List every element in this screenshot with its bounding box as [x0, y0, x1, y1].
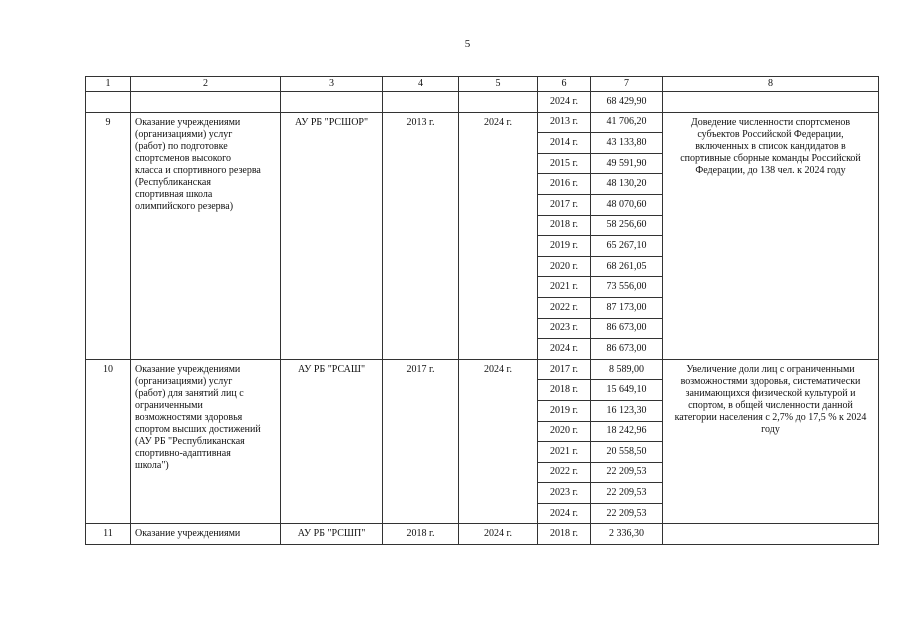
year-cell: 2020 г. [538, 256, 591, 277]
result-line: Доведение численности спортсменов [690, 116, 851, 128]
year-cell: 2020 г. [538, 421, 591, 442]
amount-cell: 20 558,50 [591, 442, 663, 463]
page-number: 5 [464, 38, 471, 50]
year-cell: 2016 г. [538, 174, 591, 195]
budget-table [85, 76, 879, 545]
amount-cell: 86 673,00 [591, 318, 663, 339]
amount-cell: 43 133,80 [591, 133, 663, 154]
result-line: спортом, в общей численности данной [688, 399, 853, 411]
result-line: возможностями здоровья, систематически [680, 375, 861, 387]
year-cell: 2024 г. [538, 339, 591, 360]
organization: АУ РБ "РСАШ" [281, 359, 383, 524]
service-line: (организациями) услуг [135, 375, 233, 387]
service-line: олимпийского резерва) [135, 200, 234, 212]
year-cell: 2021 г. [538, 277, 591, 298]
amount-cell: 41 706,20 [591, 112, 663, 133]
column-number: 2 [131, 77, 281, 92]
service-description [131, 524, 281, 545]
row-number: 9 [86, 112, 131, 359]
service-line: Оказание учреждениями [135, 116, 241, 128]
organization: АУ РБ "РСШОР" [281, 112, 383, 359]
service-line: спортивно-адаптивная [135, 447, 231, 459]
service-line: (организациями) услуг [135, 128, 233, 140]
amount-cell: 73 556,00 [591, 277, 663, 298]
service-line: класса и спортивного резерва [135, 164, 261, 176]
result-line: включенных в список кандидатов в [695, 140, 846, 152]
table-row [86, 112, 879, 133]
amount-cell: 86 673,00 [591, 339, 663, 360]
service-description [131, 359, 281, 524]
column-number: 8 [663, 77, 879, 92]
row-number: 10 [86, 359, 131, 524]
continuation-row [86, 92, 879, 113]
row-number: 11 [86, 524, 131, 545]
service-line: спортсменов высокого [135, 152, 232, 164]
service-line: спортивная школа [135, 188, 213, 200]
expected-result [663, 112, 879, 359]
result-line: занимающихся физической культурой и [685, 387, 856, 399]
amount-cell: 68 261,05 [591, 256, 663, 277]
year-cell: 2018 г. [538, 524, 591, 545]
year-cell: 2017 г. [538, 359, 591, 380]
service-line: спортом высших достижений [135, 423, 261, 435]
year-cell: 2014 г. [538, 133, 591, 154]
result-line: спортивные сборные команды Российской [680, 152, 861, 164]
amount-cell: 58 256,60 [591, 215, 663, 236]
column-number: 7 [591, 77, 663, 92]
start-year: 2017 г. [383, 359, 459, 524]
result-line: Увеличение доли лиц с ограниченными [686, 363, 855, 375]
column-number: 1 [86, 77, 131, 92]
amount-cell: 22 209,53 [591, 503, 663, 524]
result-line: Федерации, до 138 чел. к 2024 году [695, 164, 846, 176]
table-row [86, 359, 879, 380]
table-row [86, 524, 879, 545]
amount-cell: 8 589,00 [591, 359, 663, 380]
year-cell: 2013 г. [538, 112, 591, 133]
service-line: возможностями здоровья [135, 411, 243, 423]
year-cell: 2023 г. [538, 318, 591, 339]
amount-cell: 65 267,10 [591, 236, 663, 257]
year-cell: 2022 г. [538, 462, 591, 483]
column-number: 5 [459, 77, 538, 92]
service-line: Оказание учреждениями [135, 528, 241, 540]
start-year: 2018 г. [383, 524, 459, 545]
column-number-row [86, 77, 879, 92]
amount-cell: 48 130,20 [591, 174, 663, 195]
amount-cell: 22 209,53 [591, 483, 663, 504]
amount-cell: 22 209,53 [591, 462, 663, 483]
service-line: Оказание учреждениями [135, 363, 241, 375]
year-cell: 2021 г. [538, 442, 591, 463]
year-cell: 2022 г. [538, 297, 591, 318]
organization: АУ РБ "РСШП" [281, 524, 383, 545]
column-number: 6 [538, 77, 591, 92]
amount-cell: 15 649,10 [591, 380, 663, 401]
service-description [131, 112, 281, 359]
amount-cell: 87 173,00 [591, 297, 663, 318]
service-line: (АУ РБ "Республиканская [135, 435, 245, 447]
year-cell: 2018 г. [538, 215, 591, 236]
end-year: 2024 г. [459, 524, 538, 545]
amount-cell: 18 242,96 [591, 421, 663, 442]
end-year: 2024 г. [459, 359, 538, 524]
expected-result [663, 524, 879, 545]
service-line: (Республиканская [135, 176, 211, 188]
column-number: 3 [281, 77, 383, 92]
service-line: (работ) для занятий лиц с [135, 387, 244, 399]
end-year: 2024 г. [459, 112, 538, 359]
year-cell: 2024 г. [538, 92, 591, 113]
amount-cell: 16 123,30 [591, 400, 663, 421]
start-year: 2013 г. [383, 112, 459, 359]
result-line: году [761, 423, 780, 435]
result-line: категории населения с 2,7% до 17,5 % к 2024 [674, 411, 867, 423]
expected-result [663, 359, 879, 524]
year-cell: 2024 г. [538, 503, 591, 524]
amount-cell: 49 591,90 [591, 153, 663, 174]
service-line: (работ) по подготовке [135, 140, 228, 152]
result-line: субъектов Российской Федерации, [697, 128, 844, 140]
amount-cell: 68 429,90 [591, 92, 663, 113]
year-cell: 2019 г. [538, 400, 591, 421]
service-line: ограниченными [135, 399, 203, 411]
year-cell: 2015 г. [538, 153, 591, 174]
column-number: 4 [383, 77, 459, 92]
service-line: школа") [135, 459, 169, 471]
year-cell: 2019 г. [538, 236, 591, 257]
year-cell: 2017 г. [538, 194, 591, 215]
amount-cell: 48 070,60 [591, 194, 663, 215]
year-cell: 2023 г. [538, 483, 591, 504]
year-cell: 2018 г. [538, 380, 591, 401]
amount-cell: 2 336,30 [591, 524, 663, 545]
